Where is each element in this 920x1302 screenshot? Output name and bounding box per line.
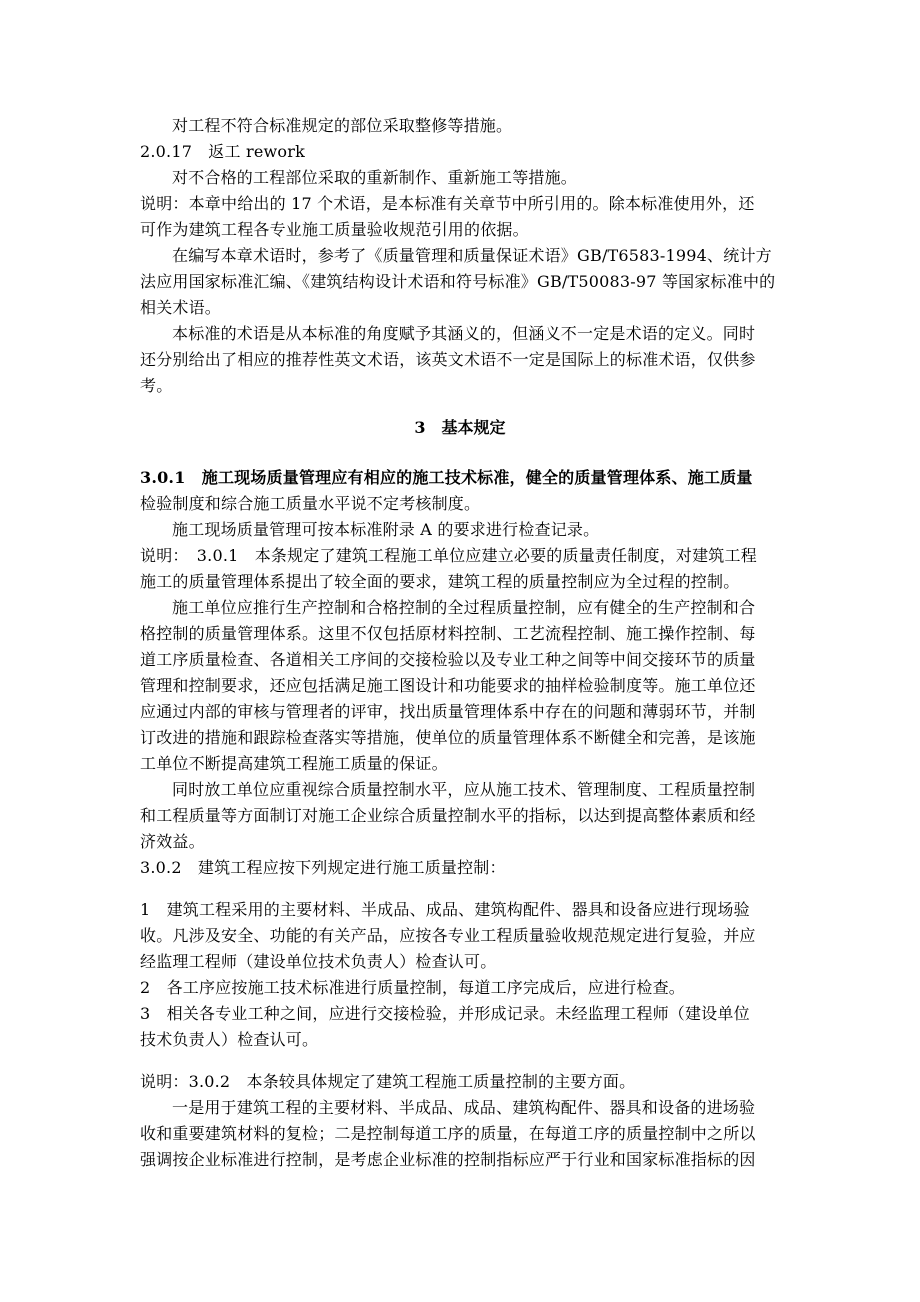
clause-3-0-2: 3.0.2 建筑工程应按下列规定进行施工质量控制： (140, 858, 506, 877)
text-line: 同时放工单位应重视综合质量控制水平，应从施工技术、管理制度、工程质量控制 (172, 780, 756, 799)
text-line: 订改进的措施和跟踪检查落实等措施，使单位的质量管理体系不断健全和完善，是该施 (140, 728, 756, 747)
text-line: 在编写本章术语时，参考了《质量管理和质量保证术语》GB/T6583-1994、统计方 (172, 246, 772, 265)
text-line: 说明：本章中给出的 17 个术语，是本标准有关章节中所引用的。除本标准使用外，还 (140, 194, 755, 213)
text-line: 说明：3.0.2 本条较具体规定了建筑工程施工质量控制的主要方面。 (140, 1072, 636, 1091)
text-line: 施工单位应推行生产控制和合格控制的全过程质量控制，应有健全的生产控制和合 (172, 598, 756, 617)
section-heading: 3 基本规定 (414, 418, 506, 437)
text-line: 技术负责人）检查认可。 (140, 1030, 319, 1049)
text-line: 和工程质量等方面制订对施工企业综合质量控制水平的指标，以达到提高整体素质和经 (140, 806, 756, 825)
text-line: 收和重要建筑材料的复检；二是控制每道工序的质量，在每道工序的质量控制中之所以 (140, 1124, 756, 1143)
text-line: 可作为建筑工程各专业施工质量验收规范引用的依据。 (140, 220, 529, 239)
text-line: 收。凡涉及安全、功能的有关产品，应按各专业工程质量验收规范规定进行复验，并应 (140, 926, 756, 945)
text-line: 相关术语。 (140, 298, 222, 317)
text-line: 济效益。 (140, 832, 205, 851)
text-line: 工单位不断提高建筑工程施工质量的保证。 (140, 754, 448, 773)
text-line: 强调按企业标准进行控制，是考虑企业标准的控制指标应严于行业和国家标准指标的因 (140, 1150, 756, 1169)
text-line: 还分别给出了相应的推荐性英文术语，该英文术语不一定是国际上的标准术语，仅供参 (140, 350, 756, 369)
text-line: 对工程不符合标准规定的部位采取整修等措施。 (172, 116, 513, 135)
text-line: 考。 (140, 376, 173, 395)
clause-3-0-1: 3.0.1 施工现场质量管理应有相应的施工技术标准，健全的质量管理体系、施工质量 (140, 468, 753, 487)
text-line: 道工序质量检查、各道相关工序间的交接检验以及专业工种之间等中间交接环节的质量 (140, 650, 756, 669)
text-line: 对不合格的工程部位采取的重新制作、重新施工等措施。 (172, 168, 578, 187)
text-line: 经监理工程师（建设单位技术负责人）检查认可。 (140, 952, 497, 971)
text-line: 施工的质量管理体系提出了较全面的要求，建筑工程的质量控制应为全过程的控制。 (140, 572, 740, 591)
text-line: 管理和控制要求，还应包括满足施工图设计和功能要求的抽样检验制度等。施工单位还 (140, 676, 756, 695)
text-line: 施工现场质量管理可按本标准附录 A 的要求进行检查记录。 (172, 520, 600, 539)
text-line: 格控制的质量管理体系。这里不仅包括原材料控制、工艺流程控制、施工操作控制、每 (140, 624, 756, 643)
list-item: 1 建筑工程采用的主要材料、半成品、成品、建筑构配件、器具和设备应进行现场验 (140, 900, 750, 919)
text-line: 一是用于建筑工程的主要材料、半成品、成品、建筑构配件、器具和设备的进场验 (172, 1098, 756, 1117)
term-2-0-17: 2.0.17 返工 rework (140, 142, 305, 161)
text-line: 检验制度和综合施工质量水平说不定考核制度。 (140, 494, 481, 513)
list-item: 2 各工序应按施工技术标准进行质量控制，每道工序完成后，应进行检查。 (140, 978, 685, 997)
text-line: 法应用国家标准汇编、《建筑结构设计术语和符号标准》GB/T50083-97 等国家标准中的 (140, 272, 776, 291)
text-line: 应通过内部的审核与管理者的评审，找出质量管理体系中存在的问题和薄弱环节，并制 (140, 702, 756, 721)
list-item: 3 相关各专业工种之间，应进行交接检验，并形成记录。未经监理工程师（建设单位 (140, 1004, 750, 1023)
text-line: 本标准的术语是从本标准的角度赋予其涵义的，但涵义不一定是术语的定义。同时 (172, 324, 756, 343)
text-line: 说明： 3.0.1 本条规定了建筑工程施工单位应建立必要的质量责任制度，对建筑工程 (140, 546, 757, 565)
